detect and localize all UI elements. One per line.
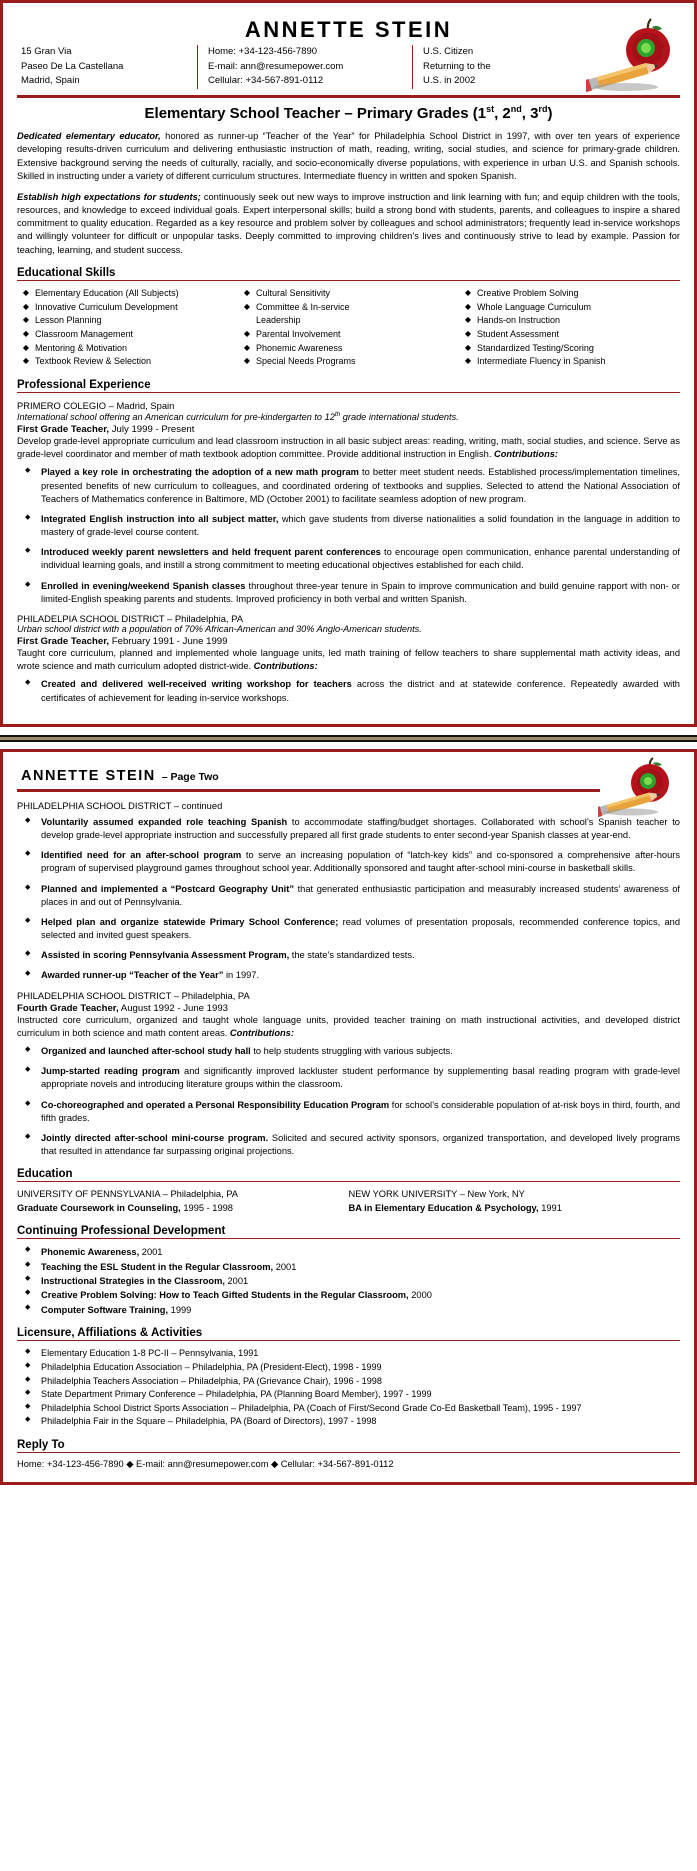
bullet-text: for school’s considerable population of at-risk boys in third, fourth, and fifth grades. xyxy=(41,1099,680,1123)
reply-contact-line: Home: +34-123-456-7890 ◆ E-mail: ann@resumepower.com ◆ Cellular: +34-567-891-0112 xyxy=(17,1459,394,1470)
contact-block xyxy=(17,45,680,93)
summary-1-body: honored as runner-up “Teacher of the Year” for Philadelphia School District in 1997, with over ten years of experience developing results-driven curriculum and delivering enthusiastic instruction of math, reading, writing, social studies, and science for primary-grade children. Extensive background serving the needs of culturally, racially, and socio-economically diverse populations, with experience in urban U.S. and Spanish schools. Skilled in instructing under a variety of different curriculum structures. Intermediate fluency in written and spoken Spanish. xyxy=(17,131,680,181)
job-title-sup-3: rd xyxy=(538,104,548,115)
job-title-sup-1: st xyxy=(486,104,495,115)
job-bullet xyxy=(17,1065,680,1091)
job-role-dates: August 1992 - June 1993 xyxy=(118,1002,229,1014)
job-role-line xyxy=(17,636,680,647)
skill-label: Intermediate Fluency in Spanish xyxy=(476,356,606,367)
section-heading-licensure: Licensure, Affiliations & Activities xyxy=(17,1327,203,1340)
cpd-title: Creative Problem Solving: How to Teach Gifted Students in the Regular Classroom, xyxy=(41,1290,409,1301)
skill-label: Leadership xyxy=(255,315,301,326)
job-summary-text: Taught core curriculum, planned and implemented whole language units, led math training of fellow teachers to share supplemental math activity ideas, and wrote science and math curriculum adopted district-wide. xyxy=(17,648,680,672)
education-degree-years: 1991 xyxy=(538,1202,562,1213)
education-degree-title: BA in Elementary Education & Psychology, xyxy=(348,1202,539,1213)
bullet-lead: Identified need for an after-school program xyxy=(41,850,242,861)
skill-label: Special Needs Programs xyxy=(255,356,356,367)
resume-page-two xyxy=(0,749,697,1485)
cpd-title: Teaching the ESL Student in the Regular Classroom, xyxy=(41,1261,274,1272)
education-school: UNIVERSITY OF PENNSYLVANIA – Philadelphia, PA xyxy=(17,1189,238,1200)
bullet-diamond-icon: ◆ xyxy=(22,287,30,297)
bullet-lead: Co-choreographed and operated a Personal Responsibility Education Program xyxy=(41,1099,390,1110)
job-bullet xyxy=(17,883,680,909)
job-role-title: Fourth Grade Teacher, xyxy=(17,1002,119,1014)
education-grid xyxy=(17,1188,680,1215)
address-column xyxy=(17,45,197,89)
candidate-name-page-two: ANNETTE STEIN xyxy=(21,767,156,784)
licensure-heading-rule xyxy=(17,1340,680,1341)
phone-column xyxy=(197,45,412,89)
bullet-text: to serve an increasing population of “latch-key kids” and co-sponsored a comprehensive after-hours program of supervised playground games throughout school year. Additionally sponsored and taught after-school mini-course in basketball skills. xyxy=(41,850,681,874)
citizenship-line-1: U.S. Citizen xyxy=(423,46,474,57)
skill-item xyxy=(17,328,238,342)
summary-paragraph-1 xyxy=(17,130,680,183)
education-degree-years: 1995 - 1998 xyxy=(180,1202,233,1213)
bullet-diamond-icon: ◆ xyxy=(243,356,251,366)
bullet-diamond-icon: ◆ xyxy=(243,287,251,297)
bullet-diamond-icon: ◆ xyxy=(22,328,30,338)
address-line-3: Madrid, Spain xyxy=(21,75,80,87)
bullet-diamond-icon: ◆ xyxy=(464,315,472,325)
bullet-lead: Jump-started reading program xyxy=(41,1066,180,1077)
skill-label: Hands-on Instruction xyxy=(476,315,560,326)
skill-label: Classroom Management xyxy=(35,328,134,339)
skill-label: Creative Problem Solving xyxy=(476,287,579,298)
employer-name: PHILADELPIA SCHOOL DISTRICT – Philadelphia, PA xyxy=(17,613,243,624)
skill-item xyxy=(459,314,680,328)
bullet-diamond-icon: ◆ xyxy=(243,328,251,338)
job-bullet-list xyxy=(17,678,680,704)
skills-column-3 xyxy=(459,287,680,369)
job-bullet xyxy=(17,466,680,506)
bullet-diamond-icon: ◆ xyxy=(243,342,251,352)
citizenship-column xyxy=(412,45,542,89)
continued-employer-name: PHILADELPHIA SCHOOL DISTRICT – continued xyxy=(17,799,223,811)
continued-bullet-list xyxy=(17,816,680,983)
bullet-diamond-icon: ◆ xyxy=(464,287,472,297)
skill-label: Whole Language Curriculum xyxy=(476,301,591,312)
skill-item xyxy=(17,314,238,328)
bullet-lead: Assisted in scoring Pennsylvania Assessment Program, xyxy=(41,950,290,961)
summary-1-lead: Dedicated elementary educator, xyxy=(17,131,161,142)
citizenship-line-3: U.S. in 2002 xyxy=(423,75,476,87)
bullet-text: in 1997. xyxy=(223,970,260,981)
skill-label: Parental Involvement xyxy=(255,328,341,339)
bullet-text: throughout three-year tenure in Spain to improve communication and build genuine rapport with non- or limited-English speaking parents and students. Improved proficiency in both verbal and written Spanish. xyxy=(41,580,680,604)
section-heading-educational-skills: Educational Skills xyxy=(17,266,116,279)
skill-label: Phonemic Awareness xyxy=(255,342,343,353)
bullet-diamond-icon: ◆ xyxy=(464,356,472,366)
job-summary xyxy=(17,435,680,461)
skill-item xyxy=(17,355,238,369)
job-bullet xyxy=(17,546,680,572)
skill-item xyxy=(17,301,238,315)
job-summary xyxy=(17,1014,680,1040)
section-heading-professional-experience: Professional Experience xyxy=(17,378,151,391)
skills-heading-rule xyxy=(17,280,680,281)
education-school: NEW YORK UNIVERSITY – New York, NY xyxy=(348,1189,525,1200)
section-heading-education: Education xyxy=(17,1168,73,1181)
bullet-text: and significantly improved lackluster student performance by supplementing basal reading program with grade-level appropriate novels and introducing literature groups within the classroom. xyxy=(41,1066,680,1090)
header-divider xyxy=(17,95,680,98)
licensure-item: ◆ Philadelphia School District Sports Association – Philadelphia, PA (Coach of First/Second Grade Co-Ed Basketball Team), 1995 - 1997 xyxy=(17,1402,680,1416)
employer-description xyxy=(17,411,680,422)
job-bullet-list xyxy=(17,466,680,606)
job-summary xyxy=(17,647,680,673)
job-entry-philadelphia-fourth-grade xyxy=(17,990,680,1159)
bullet-lead: Voluntarily assumed expanded role teaching Spanish xyxy=(41,816,288,827)
bullet-diamond-icon: ◆ xyxy=(22,356,30,366)
skill-item xyxy=(238,355,459,369)
cpd-item xyxy=(17,1245,680,1259)
employer-name: PHILADELPHIA SCHOOL DISTRICT – Philadelphia, PA xyxy=(17,989,250,1001)
skill-label: Elementary Education (All Subjects) xyxy=(35,287,179,298)
cpd-list xyxy=(17,1245,680,1317)
target-job-title xyxy=(17,104,680,122)
licensure-item: ◆ Philadelphia Education Association – Philadelphia, PA (President-Elect), 1998 - 1999 xyxy=(17,1361,680,1375)
bullet-lead: Enrolled in evening/weekend Spanish classes xyxy=(41,580,246,591)
cpd-year: 2001 xyxy=(224,1276,249,1287)
summary-2-lead: Establish high expectations for students; xyxy=(17,191,201,202)
bullet-diamond-icon: ◆ xyxy=(464,328,472,338)
skill-label: Lesson Planning xyxy=(35,315,102,326)
section-heading-cpd: Continuing Professional Development xyxy=(17,1225,226,1238)
resume-header xyxy=(17,17,680,93)
skill-label: Innovative Curriculum Development xyxy=(35,301,178,312)
cpd-heading-rule xyxy=(17,1238,680,1239)
job-entry-philadelphia-first-grade xyxy=(17,613,680,705)
job-role-line xyxy=(17,424,680,435)
bullet-text: to accommodate staffing/budget shortages. Collaborated with school’s Spanish teacher to develop grade-level appropriate instruction and successfully prepared all first grade students to enter second-year Spanish classes at year-end. xyxy=(41,816,680,840)
cpd-year: 2001 xyxy=(139,1247,163,1258)
bullet-lead: Introduced weekly parent newsletters and held frequent parent conferences xyxy=(41,547,381,558)
education-degree-title: Graduate Coursework in Counseling, xyxy=(17,1202,181,1213)
summary-2-body: continuously seek out new ways to improve instruction and link learning with fun; and equip children with the tools, resources, and knowledge to exceed individual goals. Expert interpersonal skills; build a strong bond with students, parents, and colleagues to inspire a shared commitment to quality education. Regarded as a key resource and problem solver by colleagues and school administrators; frequently lead in-service workshops and willingly volunteer for difficult or unpopular tasks. Deeply committed to improving children’s lives and continuously strive to lead by example. Passion for teaching, learning, and student success. xyxy=(17,191,680,255)
bullet-text: across the district and at statewide conference. Repeatedly awarded with certificates of achievement for leading in-service workshops. xyxy=(41,679,680,703)
address-line-1: 15 Gran Via xyxy=(21,46,72,57)
licensure-item: ◆ Philadelphia Teachers Association – Philadelphia, PA (Grievance Chair), 1996 - 1998 xyxy=(17,1375,680,1389)
job-bullet xyxy=(17,849,680,875)
bullet-lead: Helped plan and organize statewide Primary School Conference; xyxy=(41,916,339,927)
bullet-text: which gave students from diverse nationalities a solid foundation in the language in addition to mastery of grade-level course content. xyxy=(41,513,680,538)
licensure-item: ◆ Elementary Education 1-8 PC-II – Pennsylvania, 1991 xyxy=(17,1347,680,1361)
reply-heading-rule xyxy=(17,1452,680,1453)
bullet-text: that generated enthusiastic participation and measurably increased students’ awareness of places in and out of Pennsylvania. xyxy=(41,883,680,907)
contributions-label: Contributions: xyxy=(253,661,318,672)
job-summary-text: Instructed core curriculum, organized and taught whole language units, provided teacher training on math instructional activities, and developed district curriculum in both science and math content areas. xyxy=(17,1014,680,1038)
licensure-item: ◆ State Department Primary Conference – Philadelphia, PA (Planning Board Member), 1997 - 1999 xyxy=(17,1388,680,1402)
page-label: – Page Two xyxy=(161,770,219,783)
skill-item xyxy=(238,301,459,315)
contributions-label: Contributions: xyxy=(493,449,559,460)
job-entry-primero-colegio xyxy=(17,400,680,606)
education-degree xyxy=(17,1202,337,1215)
employer-description-part-1: International school offering an American curriculum for pre-kindergarten to 12 xyxy=(17,411,335,422)
cpd-title: Computer Software Training, xyxy=(41,1304,169,1315)
bullet-lead: Jointly directed after-school mini-course program. xyxy=(41,1132,269,1143)
skill-item xyxy=(238,287,459,301)
skill-item xyxy=(17,342,238,356)
bullet-diamond-icon: ◆ xyxy=(22,315,30,325)
job-role-title: First Grade Teacher, xyxy=(17,636,110,647)
education-entry xyxy=(17,1188,349,1215)
licensure-item: ◆ Philadelphia Fair in the Square – Philadelphia, PA (Board of Directors), 1997 - 1998 xyxy=(17,1415,680,1429)
job-role-title: First Grade Teacher, xyxy=(17,423,110,435)
job-role-line xyxy=(17,1003,680,1014)
job-bullet xyxy=(17,1099,680,1125)
cpd-year: 1999 xyxy=(168,1304,192,1315)
bullet-lead: Played a key role in orchestrating the adoption of a new math program xyxy=(41,467,359,478)
job-role-dates: February 1991 - June 1999 xyxy=(109,636,228,647)
skill-item xyxy=(459,287,680,301)
bullet-diamond-icon: ◆ xyxy=(22,342,30,352)
educational-skills-grid xyxy=(17,287,680,369)
cpd-year: 2001 xyxy=(273,1261,297,1272)
cpd-year: 2000 xyxy=(408,1290,432,1301)
licensure-list xyxy=(17,1347,680,1429)
job-summary-text: Develop grade-level appropriate curriculum and lead classroom instruction in all basic subject areas: reading, writing, math, social studies, and science. Serve as grade-level coordinator and member of math textbook adoption committee. Provide additional instruction in English. xyxy=(17,435,680,460)
employer-name: PRIMERO COLEGIO – Madrid, Spain xyxy=(17,399,175,411)
email-address[interactable]: E-mail: ann@resumepower.com xyxy=(208,60,344,72)
cpd-item xyxy=(17,1303,680,1317)
bullet-lead: Organized and launched after-school study hall xyxy=(41,1046,251,1056)
education-heading-rule xyxy=(17,1181,680,1182)
bullet-diamond-icon: ◆ xyxy=(22,301,30,311)
bullet-lead: Planned and implemented a “Postcard Geography Unit” xyxy=(41,883,294,894)
summary-paragraph-2 xyxy=(17,191,680,257)
skill-item xyxy=(238,328,459,342)
job-bullet xyxy=(17,969,680,982)
section-heading-reply-to: Reply To xyxy=(17,1439,65,1452)
skill-label: Cultural Sensitivity xyxy=(255,287,330,298)
skill-item xyxy=(238,342,459,356)
job-bullet xyxy=(17,1045,680,1058)
candidate-name: ANNETTE STEIN xyxy=(244,17,453,42)
page-separator xyxy=(0,727,697,749)
cpd-title: Instructional Strategies in the Classroom, xyxy=(41,1276,225,1287)
bullet-lead: Integrated English instruction into all subject matter, xyxy=(41,513,279,524)
apple-pencil-icon xyxy=(598,756,678,818)
home-phone: Home: +34-123-456-7890 xyxy=(208,46,318,57)
employer-description-sup: th xyxy=(334,410,341,418)
bullet-diamond-icon: ◆ xyxy=(243,301,251,311)
skill-item xyxy=(459,328,680,342)
job-bullet xyxy=(17,816,680,842)
job-bullet xyxy=(17,1132,680,1158)
bullet-text: Solicited and secured activity sponsors, organized transportation, and developed lively programs that resulted in attendance far surpassing original projections. xyxy=(41,1132,680,1157)
skill-label: Student Assessment xyxy=(476,328,559,339)
address-line-2: Paseo De La Castellana xyxy=(21,60,124,72)
skill-item-continuation xyxy=(238,314,459,328)
job-bullet xyxy=(17,949,680,962)
job-title-part-2: , 2 xyxy=(494,105,511,123)
education-entry xyxy=(349,1188,681,1215)
skill-label: Mentoring & Motivation xyxy=(35,342,128,353)
job-title-part-3: , 3 xyxy=(521,105,539,123)
cpd-item xyxy=(17,1274,680,1288)
skill-item xyxy=(459,355,680,369)
cpd-title: Phonemic Awareness, xyxy=(41,1247,140,1258)
job-title-part-1: Elementary School Teacher – Primary Grades (1 xyxy=(144,105,487,123)
cpd-item xyxy=(17,1288,680,1302)
employer-description-part-2: grade international students. xyxy=(340,411,459,422)
bullet-text: the state’s standardized tests. xyxy=(289,950,415,961)
bullet-text: read volumes of presentation proposals, recommended conference topics, and selected and invited guest speakers. xyxy=(41,916,680,941)
bullet-lead: Awarded runner-up “Teacher of the Year” xyxy=(41,970,224,981)
bullet-diamond-icon: ◆ xyxy=(464,301,472,311)
skill-label: Standardized Testing/Scoring xyxy=(476,342,594,353)
bullet-text: to help students struggling with various subjects. xyxy=(250,1046,453,1056)
resume-page-one xyxy=(0,0,697,727)
bullet-lead: Created and delivered well-received writing workshop for teachers xyxy=(41,679,352,690)
page-separator-bar xyxy=(0,735,697,742)
skill-label: Textbook Review & Selection xyxy=(35,356,152,367)
bullet-text: to encourage open communication, enhance parental understanding of individual learning goals, and instill a strong commitment to meeting educational objectives established for each child. xyxy=(41,547,680,571)
skills-column-1 xyxy=(17,287,238,369)
contributions-label: Contributions: xyxy=(229,1027,294,1038)
cpd-item xyxy=(17,1260,680,1274)
bullet-text: to better meet student needs. Established process/implementation timelines, presented benefits of new curriculum to colleagues, and coordinated ordering of textbooks and supplies. Selected to attend the National Association of Teachers of Mathematics conference in Baltimore, MD (October 2001) to facilitate seamless adoption of new program. xyxy=(41,467,680,504)
skill-item xyxy=(17,287,238,301)
job-bullet xyxy=(17,678,680,704)
job-role-dates: July 1999 - Present xyxy=(109,423,195,435)
job-bullet xyxy=(17,580,680,606)
job-bullet-list xyxy=(17,1045,680,1158)
apple-pencil-icon xyxy=(586,17,678,95)
education-degree xyxy=(349,1202,669,1215)
skill-label: Committee & In-service xyxy=(255,301,350,312)
employer-description: Urban school district with a population of 70% African-American and 30% Anglo-American students. xyxy=(17,624,422,634)
citizenship-line-2: Returning to the xyxy=(423,60,491,72)
page-two-header xyxy=(17,762,680,792)
job-title-part-4: ) xyxy=(547,105,553,123)
cellular-phone: Cellular: +34-567-891-0112 xyxy=(208,75,324,87)
job-title-sup-2: nd xyxy=(510,104,522,115)
job-bullet xyxy=(17,513,680,539)
skill-item xyxy=(459,301,680,315)
skill-item xyxy=(459,342,680,356)
page-two-header-rule xyxy=(17,789,600,792)
job-bullet xyxy=(17,916,680,942)
experience-heading-rule xyxy=(17,392,680,393)
bullet-diamond-icon: ◆ xyxy=(464,342,472,352)
skills-column-2 xyxy=(238,287,459,369)
